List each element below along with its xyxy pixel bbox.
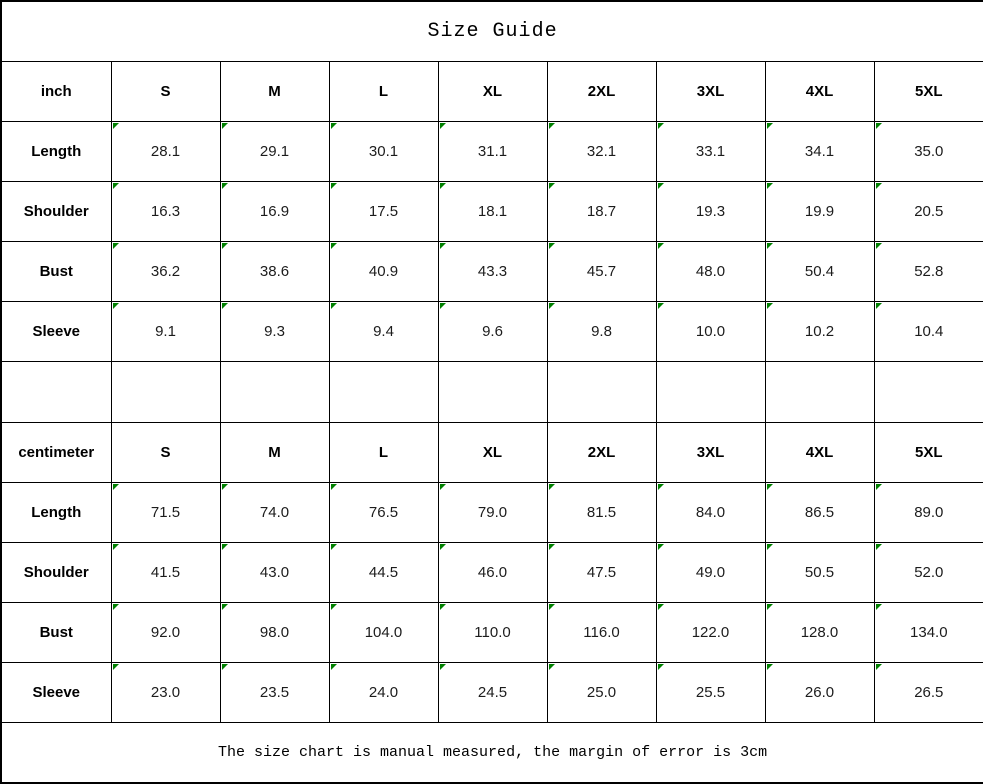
measurement-value: 28.1 [150, 142, 181, 160]
measurement-value: 26.0 [804, 683, 835, 701]
green-corner-marker-icon [876, 484, 883, 491]
measurement-value-cell [329, 181, 438, 241]
measurement-value-cell [438, 301, 547, 361]
measurement-value-cell [765, 602, 874, 662]
measurement-value: 17.5 [368, 202, 399, 220]
measurement-value-cell [874, 662, 983, 722]
spacer-cell [874, 361, 983, 422]
green-corner-marker-icon [440, 664, 447, 671]
green-corner-marker-icon [876, 183, 883, 190]
spacer-cell [656, 361, 765, 422]
measurement-label-bust: Bust [1, 241, 111, 301]
size-header-5xl: 5XL [874, 61, 983, 121]
green-corner-marker-icon [767, 664, 774, 671]
measurement-value: 29.1 [259, 142, 290, 160]
green-corner-marker-icon [876, 123, 883, 130]
measurement-value-cell [111, 542, 220, 602]
measurement-value: 23.5 [259, 683, 290, 701]
measurement-value: 89.0 [914, 503, 944, 521]
measurement-value: 26.5 [914, 683, 944, 701]
measurement-value-cell [656, 241, 765, 301]
footer-note: The size chart is manual measured, the margin of error is 3cm [1, 722, 983, 783]
green-corner-marker-icon [331, 123, 338, 130]
measurement-value-cell [656, 542, 765, 602]
measurement-value: 134.0 [910, 623, 948, 641]
measurement-value-cell [438, 121, 547, 181]
measurement-row-length-inch [1, 121, 983, 181]
measurement-value-cell [111, 181, 220, 241]
measurement-value-cell [329, 662, 438, 722]
size-header-4xl: 4XL [765, 61, 874, 121]
measurement-value: 84.0 [695, 503, 726, 521]
measurement-value: 23.0 [150, 683, 181, 701]
measurement-value: 50.4 [804, 262, 835, 280]
green-corner-marker-icon [113, 484, 120, 491]
green-corner-marker-icon [113, 664, 120, 671]
green-corner-marker-icon [549, 243, 556, 250]
green-corner-marker-icon [222, 484, 229, 491]
measurement-value-cell [547, 662, 656, 722]
unit-header-row-inch [1, 61, 983, 121]
measurement-value-cell [547, 542, 656, 602]
measurement-value: 52.0 [914, 563, 944, 581]
green-corner-marker-icon [440, 183, 447, 190]
unit-label-centimeter: centimeter [1, 422, 111, 482]
measurement-value: 32.1 [586, 142, 617, 160]
measurement-value-cell [329, 602, 438, 662]
measurement-value-cell [438, 602, 547, 662]
green-corner-marker-icon [549, 183, 556, 190]
green-corner-marker-icon [549, 664, 556, 671]
measurement-value-cell [656, 602, 765, 662]
measurement-value-cell [765, 241, 874, 301]
measurement-value: 47.5 [586, 563, 617, 581]
measurement-value-cell [547, 241, 656, 301]
measurement-value-cell [220, 181, 329, 241]
green-corner-marker-icon [440, 123, 447, 130]
measurement-value: 48.0 [695, 262, 726, 280]
spacer-row [1, 361, 983, 422]
measurement-value: 116.0 [583, 623, 620, 641]
measurement-value: 9.4 [373, 322, 394, 340]
measurement-value-cell [111, 301, 220, 361]
measurement-value-cell [111, 602, 220, 662]
measurement-value-cell [656, 662, 765, 722]
green-corner-marker-icon [331, 303, 338, 310]
measurement-label-bust: Bust [1, 602, 111, 662]
measurement-label-length: Length [1, 482, 111, 542]
measurement-value-cell [438, 181, 547, 241]
measurement-value-cell [656, 301, 765, 361]
spacer-cell [438, 361, 547, 422]
size-header-m: M [220, 61, 329, 121]
measurement-value-cell [547, 482, 656, 542]
measurement-row-sleeve-centimeter [1, 662, 983, 722]
green-corner-marker-icon [440, 243, 447, 250]
measurement-value: 92.0 [150, 623, 181, 641]
green-corner-marker-icon [876, 544, 883, 551]
measurement-value: 18.1 [477, 202, 508, 220]
measurement-value-cell [438, 482, 547, 542]
measurement-value-cell [547, 301, 656, 361]
measurement-value: 10.0 [695, 322, 726, 340]
green-corner-marker-icon [113, 183, 120, 190]
measurement-value-cell [874, 301, 983, 361]
green-corner-marker-icon [222, 243, 229, 250]
green-corner-marker-icon [767, 544, 774, 551]
measurement-value: 24.0 [368, 683, 399, 701]
measurement-value: 30.1 [368, 142, 399, 160]
green-corner-marker-icon [658, 604, 665, 611]
green-corner-marker-icon [549, 544, 556, 551]
measurement-value: 128.0 [800, 623, 839, 641]
measurement-value: 43.0 [259, 563, 290, 581]
measurement-value: 49.0 [695, 563, 726, 581]
measurement-value: 81.5 [586, 503, 617, 521]
measurement-value: 9.3 [264, 322, 285, 340]
title-row [1, 1, 983, 61]
green-corner-marker-icon [331, 604, 338, 611]
green-corner-marker-icon [658, 243, 665, 250]
size-header-2xl: 2XL [547, 422, 656, 482]
measurement-value-cell [329, 542, 438, 602]
green-corner-marker-icon [767, 183, 774, 190]
size-header-l: L [329, 422, 438, 482]
measurement-label-length: Length [1, 121, 111, 181]
measurement-value: 86.5 [804, 503, 835, 521]
measurement-value: 110.0 [474, 623, 511, 641]
measurement-value-cell [220, 662, 329, 722]
measurement-value-cell [765, 542, 874, 602]
measurement-value: 41.5 [150, 563, 181, 581]
green-corner-marker-icon [440, 484, 447, 491]
size-header-4xl: 4XL [765, 422, 874, 482]
measurement-value: 50.5 [804, 563, 835, 581]
spacer-cell [765, 361, 874, 422]
spacer-cell [1, 361, 111, 422]
measurement-row-length-centimeter [1, 482, 983, 542]
measurement-value-cell [656, 482, 765, 542]
page-title: Size Guide [1, 1, 983, 61]
measurement-value: 76.5 [368, 503, 399, 521]
measurement-value-cell [765, 482, 874, 542]
measurement-value-cell [656, 121, 765, 181]
measurement-row-bust-inch [1, 241, 983, 301]
measurement-value: 71.5 [150, 503, 181, 521]
green-corner-marker-icon [549, 604, 556, 611]
footer-row [1, 722, 983, 783]
measurement-value: 98.0 [259, 623, 290, 641]
green-corner-marker-icon [876, 664, 883, 671]
measurement-value: 16.3 [150, 202, 181, 220]
measurement-value-cell [438, 241, 547, 301]
measurement-value-cell [874, 241, 983, 301]
measurement-value-cell [765, 662, 874, 722]
measurement-value-cell [111, 121, 220, 181]
green-corner-marker-icon [331, 243, 338, 250]
measurement-value: 35.0 [914, 142, 944, 160]
measurement-value-cell [874, 121, 983, 181]
measurement-value: 40.9 [368, 262, 399, 280]
unit-label-inch: inch [1, 61, 111, 121]
green-corner-marker-icon [222, 303, 229, 310]
measurement-value-cell [220, 241, 329, 301]
green-corner-marker-icon [876, 303, 883, 310]
green-corner-marker-icon [222, 544, 229, 551]
green-corner-marker-icon [331, 544, 338, 551]
measurement-value: 74.0 [259, 503, 290, 521]
measurement-value: 19.9 [804, 202, 835, 220]
green-corner-marker-icon [767, 484, 774, 491]
measurement-value-cell [329, 241, 438, 301]
measurement-row-bust-centimeter [1, 602, 983, 662]
size-header-5xl: 5XL [874, 422, 983, 482]
green-corner-marker-icon [331, 484, 338, 491]
measurement-value: 10.4 [914, 322, 944, 340]
spacer-cell [220, 361, 329, 422]
size-header-s: S [111, 61, 220, 121]
measurement-row-sleeve-inch [1, 301, 983, 361]
measurement-value: 33.1 [695, 142, 726, 160]
green-corner-marker-icon [658, 183, 665, 190]
measurement-value: 20.5 [914, 202, 944, 220]
green-corner-marker-icon [767, 123, 774, 130]
measurement-value: 25.5 [695, 683, 726, 701]
green-corner-marker-icon [440, 604, 447, 611]
green-corner-marker-icon [113, 544, 120, 551]
green-corner-marker-icon [549, 123, 556, 130]
measurement-value-cell [547, 181, 656, 241]
green-corner-marker-icon [113, 303, 120, 310]
measurement-value: 31.1 [477, 142, 508, 160]
size-header-l: L [329, 61, 438, 121]
green-corner-marker-icon [658, 664, 665, 671]
measurement-value: 25.0 [586, 683, 617, 701]
measurement-row-shoulder-inch [1, 181, 983, 241]
measurement-value: 16.9 [259, 202, 290, 220]
size-header-xl: XL [438, 61, 547, 121]
size-header-2xl: 2XL [547, 61, 656, 121]
green-corner-marker-icon [876, 604, 883, 611]
green-corner-marker-icon [549, 303, 556, 310]
size-header-m: M [220, 422, 329, 482]
measurement-value-cell [547, 602, 656, 662]
measurement-value-cell [874, 542, 983, 602]
measurement-value-cell [656, 181, 765, 241]
measurement-value-cell [874, 482, 983, 542]
green-corner-marker-icon [222, 664, 229, 671]
measurement-value: 46.0 [477, 563, 508, 581]
measurement-value-cell [438, 542, 547, 602]
green-corner-marker-icon [658, 484, 665, 491]
measurement-row-shoulder-centimeter [1, 542, 983, 602]
green-corner-marker-icon [222, 604, 229, 611]
measurement-value: 9.1 [155, 322, 176, 340]
green-corner-marker-icon [440, 544, 447, 551]
measurement-label-sleeve: Sleeve [1, 301, 111, 361]
green-corner-marker-icon [113, 604, 120, 611]
measurement-value-cell [329, 121, 438, 181]
green-corner-marker-icon [767, 303, 774, 310]
measurement-value: 19.3 [695, 202, 726, 220]
size-header-3xl: 3XL [656, 61, 765, 121]
measurement-value: 79.0 [477, 503, 508, 521]
measurement-label-sleeve: Sleeve [1, 662, 111, 722]
measurement-value: 24.5 [477, 683, 508, 701]
table-body [1, 1, 983, 783]
measurement-value-cell [111, 662, 220, 722]
measurement-value: 122.0 [691, 623, 730, 641]
measurement-value: 36.2 [150, 262, 181, 280]
measurement-value: 104.0 [364, 623, 403, 641]
measurement-value-cell [547, 121, 656, 181]
size-header-xl: XL [438, 422, 547, 482]
green-corner-marker-icon [658, 123, 665, 130]
green-corner-marker-icon [113, 243, 120, 250]
measurement-value-cell [874, 602, 983, 662]
green-corner-marker-icon [440, 303, 447, 310]
measurement-value: 18.7 [586, 202, 617, 220]
measurement-value: 52.8 [914, 262, 944, 280]
green-corner-marker-icon [658, 303, 665, 310]
measurement-value-cell [329, 301, 438, 361]
measurement-value: 45.7 [586, 262, 617, 280]
measurement-value-cell [220, 542, 329, 602]
green-corner-marker-icon [658, 544, 665, 551]
measurement-value-cell [765, 121, 874, 181]
measurement-value-cell [765, 181, 874, 241]
spacer-cell [329, 361, 438, 422]
measurement-value-cell [220, 301, 329, 361]
measurement-label-shoulder: Shoulder [1, 181, 111, 241]
measurement-value: 10.2 [804, 322, 835, 340]
size-header-s: S [111, 422, 220, 482]
measurement-value-cell [874, 181, 983, 241]
measurement-value-cell [220, 121, 329, 181]
measurement-value-cell [765, 301, 874, 361]
unit-header-row-centimeter [1, 422, 983, 482]
green-corner-marker-icon [331, 183, 338, 190]
spacer-cell [547, 361, 656, 422]
measurement-value-cell [438, 662, 547, 722]
green-corner-marker-icon [876, 243, 883, 250]
size-header-3xl: 3XL [656, 422, 765, 482]
measurement-value-cell [111, 482, 220, 542]
measurement-value: 9.6 [482, 322, 503, 340]
measurement-value-cell [329, 482, 438, 542]
measurement-value-cell [220, 602, 329, 662]
green-corner-marker-icon [767, 604, 774, 611]
measurement-value-cell [220, 482, 329, 542]
measurement-label-shoulder: Shoulder [1, 542, 111, 602]
measurement-value: 38.6 [259, 262, 290, 280]
green-corner-marker-icon [222, 183, 229, 190]
green-corner-marker-icon [222, 123, 229, 130]
measurement-value: 44.5 [368, 563, 399, 581]
measurement-value: 9.8 [591, 322, 612, 340]
green-corner-marker-icon [549, 484, 556, 491]
measurement-value-cell [111, 241, 220, 301]
measurement-value: 34.1 [804, 142, 835, 160]
green-corner-marker-icon [113, 123, 120, 130]
spacer-cell [111, 361, 220, 422]
green-corner-marker-icon [331, 664, 338, 671]
measurement-value: 43.3 [477, 262, 508, 280]
green-corner-marker-icon [767, 243, 774, 250]
